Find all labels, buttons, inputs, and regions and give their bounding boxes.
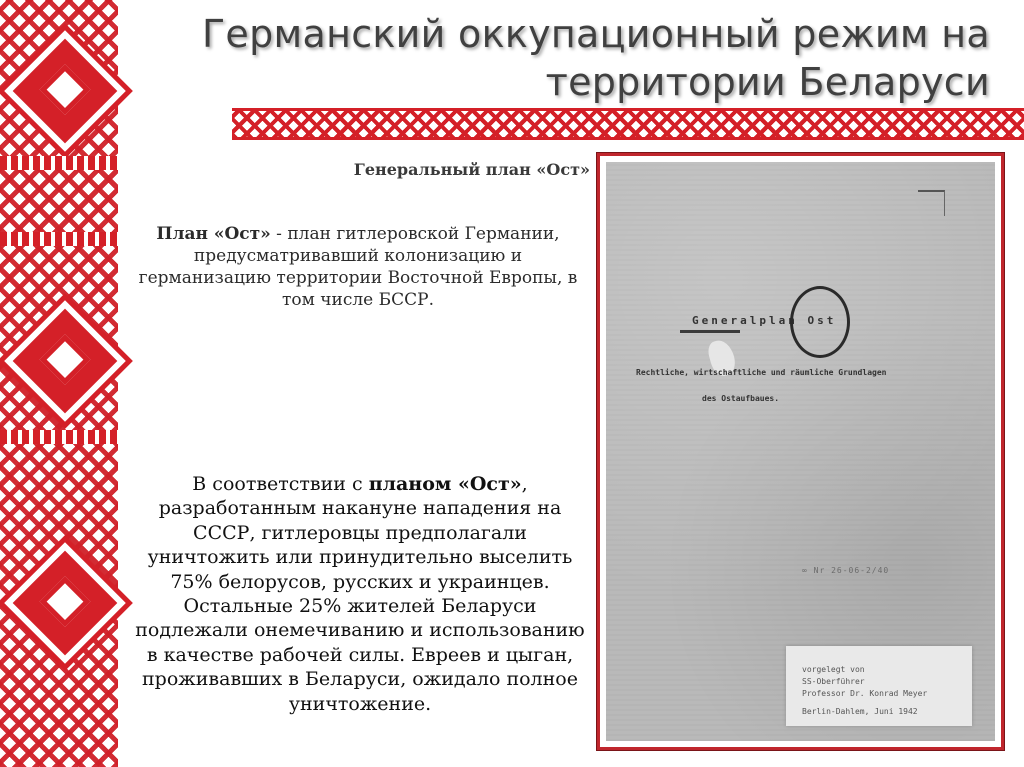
document-caption: Генеральный план «Ост» (353, 160, 590, 179)
doc-underline (680, 330, 740, 333)
doc-pencil-note: ∞ Nr 26-06-2/40 (802, 566, 890, 575)
body-paragraph (134, 472, 586, 716)
definition-text: - план гитлеровской Германии, предусматривавший колонизацию и германизацию территории Восточной Европы, в том числе БССР. (138, 224, 578, 310)
definition-term: План «Ост» (156, 224, 271, 244)
doc-heading: Generalplan Ost (692, 314, 837, 327)
stamp-line: Berlin-Dahlem, Juni 1942 (802, 707, 918, 716)
stamp-line: Professor Dr. Konrad Meyer (802, 689, 928, 698)
ornament-diamond (4, 300, 126, 422)
doc-subtitle-2: des Ostaufbaues. (702, 394, 780, 403)
page-title: Германский оккупационный режим на территории Беларуси (201, 12, 990, 104)
stamp-line: SS-Oberführer (802, 677, 865, 686)
top-ornament-band (232, 108, 1024, 140)
ornament-band (0, 156, 118, 170)
ornament-band (0, 232, 118, 246)
definition-paragraph (138, 223, 578, 311)
body-text-after: , разработанным накануне нападения на СССР, гитлеровцы предполагали уничтожить или принудительно выселить 75% белорусов, русских и украинцев. Остальные 25% жителей Беларуси подлежали онемечиванию и использованию в качестве рабочей силы. Евреев и цыган, проживавших в Беларуси, ожидало полное уничтожение. (135, 473, 585, 715)
doc-subtitle: Rechtliche, wirtschaftliche und räumliche Grundlagen (636, 368, 887, 377)
body-emphasis: планом «Ост» (368, 473, 522, 495)
document-paper (606, 162, 995, 741)
ornament-band (0, 430, 118, 444)
doc-corner-mark (918, 190, 945, 216)
document-photo (597, 153, 1004, 750)
doc-stamp-label (786, 646, 972, 726)
body-text-before: В соответствии с (192, 473, 369, 495)
ornament-diamond (4, 30, 126, 152)
ornament-diamond (4, 542, 126, 664)
left-ornament-strip (0, 0, 118, 767)
doc-handdrawn-oval (790, 286, 850, 358)
stamp-line: vorgelegt von (802, 665, 865, 674)
